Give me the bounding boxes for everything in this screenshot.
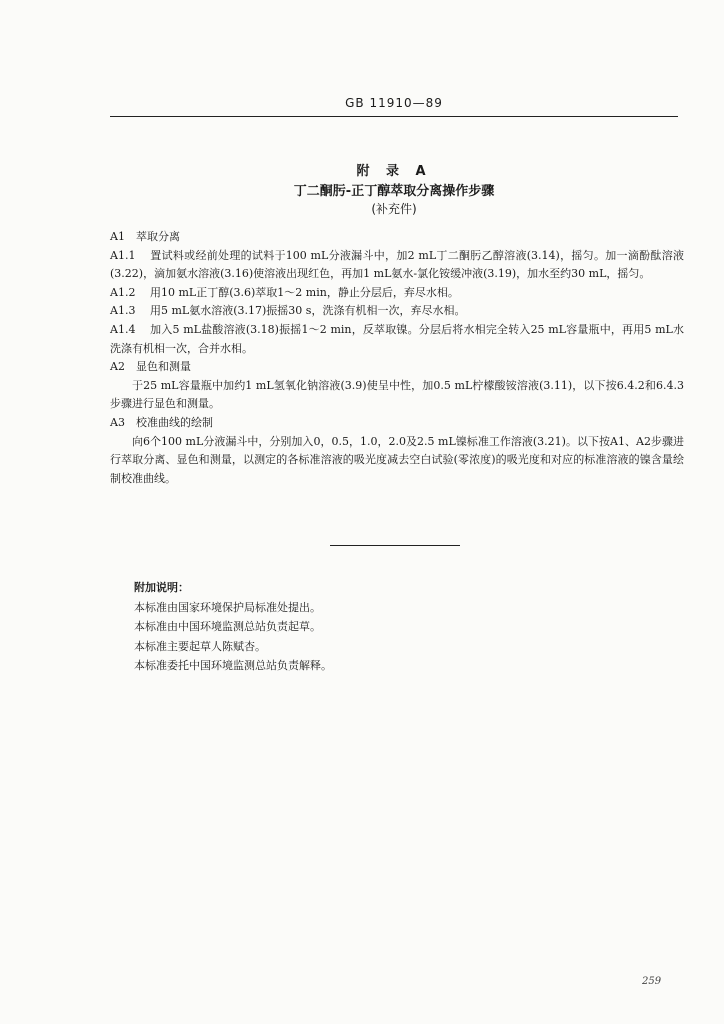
header-rule (110, 116, 678, 117)
notes-line: 本标准由中国环境监测总站负责起草。 (134, 620, 321, 633)
clause-text: 用5 mL氨水溶液(3.17)振摇30 s，洗涤有机相一次，弃尽水相。 (150, 304, 466, 318)
section-title: 校准曲线的绘制 (136, 415, 213, 429)
end-divider (330, 545, 460, 546)
notes-line: 本标准主要起草人陈赋杏。 (134, 639, 266, 653)
section-heading-a1 (110, 228, 684, 247)
appendix-body (110, 228, 684, 488)
section-title: 萃取分离 (136, 230, 180, 243)
appendix-label: 附 录 A (356, 164, 432, 179)
clause-text: 加入5 mL盐酸溶液(3.18)振摇1～2 min，反萃取镍。分层后将水相完全转入25 mL容量瓶中，再用5 mL水洗涤有机相一次，合并水相。 (110, 322, 684, 355)
section-heading-a3 (110, 414, 684, 433)
clause-number: A1.3 (110, 304, 136, 318)
paragraph-a1-3 (110, 302, 684, 321)
section-number: A2 (110, 360, 125, 374)
paragraph-a3: 向6个100 mL分液漏斗中，分别加入0，0.5，1.0，2.0及2.5 mL镍标准工作溶液(3.21)。以下按A1、A2步骤进行萃取分离、显色和测量，以测定的各标准溶液的吸光度减去空白试验(零浓度)的吸光度和对应的标准溶液的镍含量绘制校准曲线。 (110, 434, 684, 485)
notes-title: 附加说明： (134, 581, 189, 594)
clause-number: A1.2 (110, 285, 136, 299)
clause-text: 置试料或经前处理的试料于100 mL分液漏斗中，加2 mL丁二酮肟乙醇溶液(3.14)，摇匀。加一滴酚酞溶液(3.22)，滴加氨水溶液(3.16)使溶液出现红色，再加1 mL氨水-氯化铵缓冲液(3.19)，加水至约30 mL，摇匀。 (110, 248, 684, 281)
clause-number: A1.1 (110, 248, 136, 262)
standard-number: GB 11910—89 (345, 96, 443, 110)
section-number: A1 (110, 230, 125, 243)
paragraph-a2: 于25 mL容量瓶中加约1 mL氢氧化钠溶液(3.9)使呈中性，加0.5 mL柠檬酸铵溶液(3.11)，以下按6.4.2和6.4.3步骤进行显色和测量。 (110, 378, 684, 411)
paragraph-a1-1 (110, 247, 684, 284)
section-heading-a2 (110, 358, 684, 377)
clause-number: A1.4 (110, 322, 136, 336)
clause-text: 用10 mL正丁醇(3.6)萃取1～2 min，静止分层后，弃尽水相。 (150, 285, 459, 299)
section-number: A3 (110, 415, 125, 429)
paragraph-a1-4 (110, 321, 684, 358)
additional-notes (134, 578, 634, 676)
appendix-title: 丁二酮肟-正丁醇萃取分离操作步骤 (293, 184, 495, 199)
section-title: 显色和测量 (136, 360, 191, 374)
notes-line: 本标准由国家环境保护局标准处提出。 (134, 600, 321, 614)
appendix-note: (补充件) (371, 202, 417, 216)
notes-line: 本标准委托中国环境监测总站负责解释。 (134, 659, 332, 672)
paragraph-a1-2 (110, 284, 684, 303)
page-number: 259 (642, 976, 662, 987)
